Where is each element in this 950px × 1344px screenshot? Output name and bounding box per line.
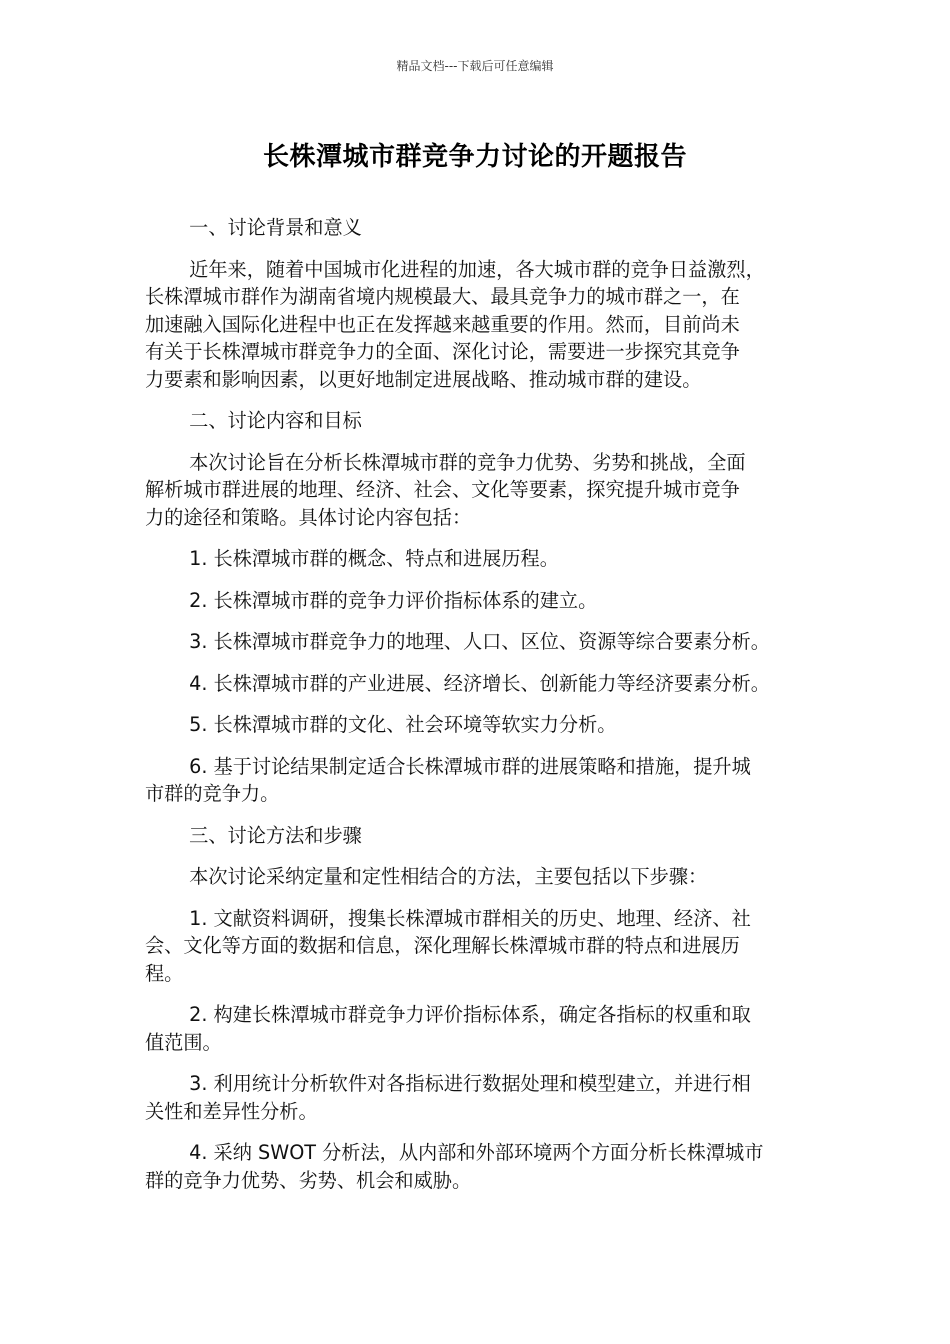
paragraph-content-intro: 本次讨论旨在分析长株潭城市群的竞争力优势、劣势和挑战，全面 解析城市群进展的地理、经济、社会、文化等要素，探究提升城市竞争 力的途径和策略。具体讨论内容包括： xyxy=(145,450,746,529)
paragraph-methods-intro: 本次讨论采纳定量和定性相结合的方法，主要包括以下步骤： xyxy=(189,865,708,888)
header-note: 精品文档---下载后可任意编辑 xyxy=(396,59,554,73)
list-item-content-5: 5. 长株潭城市群的文化、社会环境等软实力分析。 xyxy=(189,713,617,736)
list-item-method-2: 2. 构建长株潭城市群竞争力评价指标体系，确定各指标的权重和取 值范围。 xyxy=(145,1003,751,1054)
list-item-content-1: 1. 长株潭城市群的概念、特点和进展历程。 xyxy=(189,547,559,570)
list-item-content-3: 3. 长株潭城市群竞争力的地理、人口、区位、资源等综合要素分析。 xyxy=(189,630,770,653)
list-item-method-3: 3. 利用统计分析软件对各指标进行数据处理和模型建立，并进行相 关性和差异性分析。 xyxy=(145,1072,751,1123)
section-heading-background: 一、讨论背景和意义 xyxy=(189,216,362,239)
list-item-method-4: 4. 采纳 SWOT 分析法，从内部和外部环境两个方面分析长株潭城市 群的竞争力优势、劣势、机会和威胁。 xyxy=(145,1141,764,1192)
section-heading-methods: 三、讨论方法和步骤 xyxy=(189,823,362,847)
list-item-content-2: 2. 长株潭城市群的竞争力评价指标体系的建立。 xyxy=(189,588,598,612)
document-title: 长株潭城市群竞争力讨论的开题报告 xyxy=(262,142,687,172)
list-item-method-1: 1. 文献资料调研，搜集长株潭城市群相关的历史、地理、经济、社 会、文化等方面的数据和信息，深化理解长株潭城市群的特点和进展历 程。 xyxy=(145,906,751,985)
section-heading-content: 二、讨论内容和目标 xyxy=(189,409,362,432)
list-item-content-6: 6. 基于讨论结果制定适合长株潭城市群的进展策略和措施，提升城 市群的竞争力。 xyxy=(145,754,751,805)
list-item-content-4: 4. 长株潭城市群的产业进展、经济增长、创新能力等经济要素分析。 xyxy=(189,671,770,695)
paragraph-background: 近年来，随着中国城市化进程的加速，各大城市群的竞争日益激烈， 长株潭城市群作为湖南省境内规模最大、最具竞争力的城市群之一，在 加速融入国际化进程中也正在发挥越来越重要的作用。然而，目前尚未 有关于长株潭城市群竞争力的全面、深化讨论，需要进一步探究其竞争 力要素和影响因素，以更好地制定进展战略、推动城市群的建设。 xyxy=(145,257,765,391)
document-body xyxy=(145,214,810,1208)
